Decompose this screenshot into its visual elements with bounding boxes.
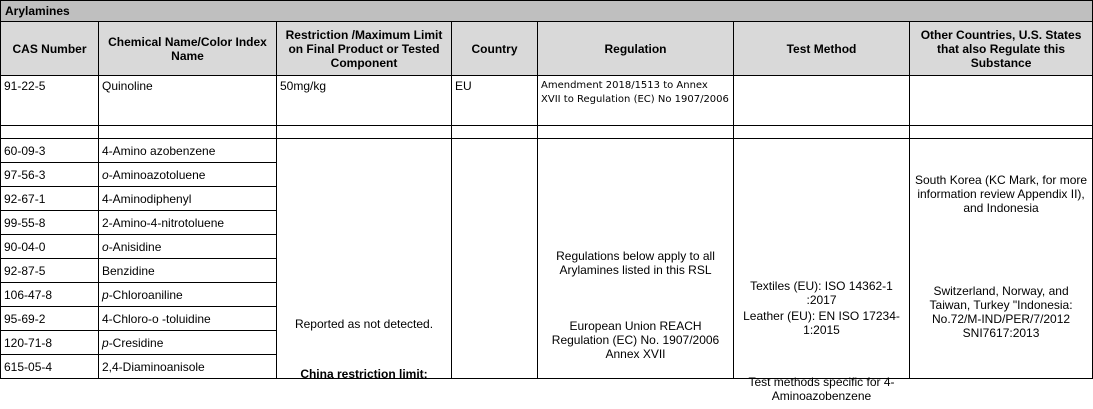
header-regulation: Regulation — [538, 22, 734, 76]
other-countries-cell — [910, 76, 1093, 126]
header-cas-number: CAS Number — [1, 22, 99, 76]
cas-cell: 92-67-1 — [1, 187, 99, 211]
cas-cell: 90-04-0 — [1, 235, 99, 259]
country-merged-cell — [452, 139, 538, 379]
chemical-name-cell: p-Cresidine — [99, 331, 277, 355]
chemical-name-cell: o-Aminoazotoluene — [99, 163, 277, 187]
chemical-name-cell: 4-Amino azobenzene — [99, 139, 277, 163]
regulation-text-2: European Union REACH Regulation (EC) No. 1907/2006 Annex XVII — [551, 319, 720, 361]
chemical-name-cell: 2,4-Diaminoanisole — [99, 355, 277, 379]
cas-cell: 60-09-3 — [1, 139, 99, 163]
other-countries-merged-cell — [910, 139, 1093, 379]
cas-cell: 97-56-3 — [1, 163, 99, 187]
test-method-text-2: Leather (EU): EN ISO 17234-1:2015 — [743, 309, 900, 337]
header-restriction: Restriction /Maximum Limit on Final Product or Tested Component — [277, 22, 452, 76]
chemical-name-cell: Benzidine — [99, 259, 277, 283]
chemical-name-cell: 4-Chloro-o -toluidine — [99, 307, 277, 331]
country-cell: EU — [452, 76, 538, 126]
cas-cell: 615-05-4 — [1, 355, 99, 379]
other-countries-text-2: Switzerland, Norway, and Taiwan, Turkey "Indonesia: No.72/M-IND/PER/7/2012 SNI7617:2013 — [929, 284, 1073, 340]
header-country: Country — [452, 22, 538, 76]
cas-cell: 106-47-8 — [1, 283, 99, 307]
cas-cell: 95-69-2 — [1, 307, 99, 331]
header-other-countries: Other Countries, U.S. States that also Regulate this Substance — [910, 22, 1093, 76]
chemical-name-cell: o-Anisidine — [99, 235, 277, 259]
other-countries-text-1: South Korea (KC Mark, for more information review Appendix II), and Indonesia — [915, 173, 1088, 215]
chemical-name-cell: p-Chloroaniline — [99, 283, 277, 307]
regulation-cell: Amendment 2018/1513 to Annex XVII to Regulation (EC) No 1907/2006 — [538, 76, 734, 126]
regulation-text-1: Regulations below apply to all Arylamines listed in this RSL — [556, 249, 715, 277]
table-row — [1, 139, 1093, 163]
test-method-merged-cell — [734, 139, 910, 403]
table-row — [1, 76, 1093, 126]
cas-cell: 92-87-5 — [1, 259, 99, 283]
cas-cell: 91-22-5 — [1, 76, 99, 126]
test-method-text-3: Test methods specific for 4-Aminoazobenzene — [748, 375, 895, 403]
section-title: Arylamines — [1, 1, 1093, 22]
restriction-text-1: Reported as not detected. — [294, 317, 434, 331]
cas-cell: 99-55-8 — [1, 211, 99, 235]
test-method-text-1: Textiles (EU): ISO 14362-1 :2017 — [750, 279, 893, 307]
chemical-name-cell: Quinoline — [99, 76, 277, 126]
header-test-method: Test Method — [734, 22, 910, 76]
header-chemical-name: Chemical Name/Color Index Name — [99, 22, 277, 76]
cas-cell: 120-71-8 — [1, 331, 99, 355]
test-method-cell — [734, 76, 910, 126]
chemical-name-cell: 2-Amino-4-nitrotoluene — [99, 211, 277, 235]
restriction-merged-cell — [277, 139, 452, 379]
restriction-text-2: China restriction limit: — [300, 367, 428, 381]
restriction-cell: 50mg/kg — [277, 76, 452, 126]
regulation-merged-cell — [538, 139, 734, 379]
chemical-name-cell: 4-Aminodiphenyl — [99, 187, 277, 211]
